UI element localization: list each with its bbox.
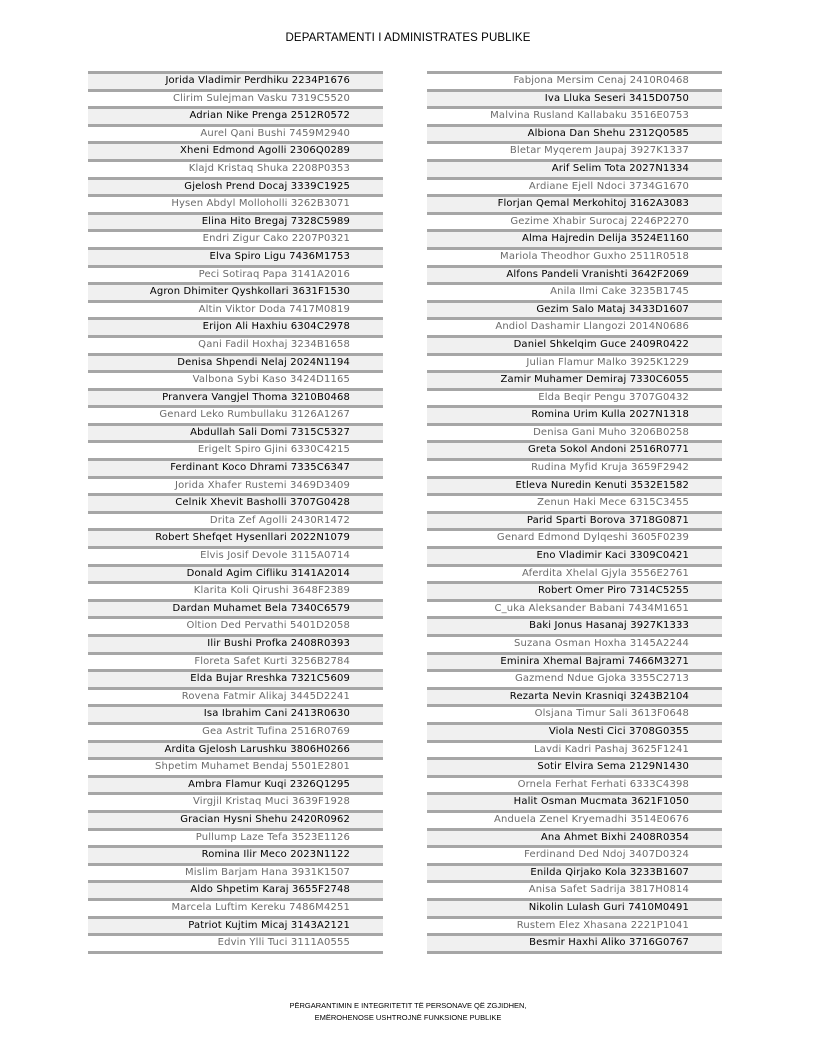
list-item: Isa Ibrahim Cani 2413R0630 [88, 704, 383, 722]
list-item: Ornela Ferhat Ferhati 6333C4398 [427, 775, 722, 793]
list-item: Anduela Zenel Kryemadhi 3514E0676 [427, 810, 722, 828]
list-item: Eno Vladimir Kaci 3309C0421 [427, 546, 722, 564]
list-item: Robert Shefqet Hysenllari 2022N1079 [88, 528, 383, 546]
list-item: Agron Dhimiter Qyshkollari 3631F1530 [88, 282, 383, 300]
list-item: Anila Ilmi Cake 3235B1745 [427, 282, 722, 300]
list-item: Ambra Flamur Kuqi 2326Q1295 [88, 775, 383, 793]
list-item: Zamir Muhamer Demiraj 7330C6055 [427, 370, 722, 388]
list-item: Xheni Edmond Agolli 2306Q0289 [88, 141, 383, 159]
list-item: Ardita Gjelosh Larushku 3806H0266 [88, 740, 383, 758]
list-item: Rovena Fatmir Alikaj 3445D2241 [88, 687, 383, 705]
list-item: Elda Beqir Pengu 3707G0432 [427, 388, 722, 406]
page-footer [0, 1000, 816, 1024]
list-item: Patriot Kujtim Micaj 3143A2121 [88, 916, 383, 934]
list-item: Iva Lluka Seseri 3415D0750 [427, 89, 722, 107]
list-item: Klajd Kristaq Shuka 2208P0353 [88, 159, 383, 177]
list-item: Edvin Ylli Tuci 3111A0555 [88, 933, 383, 951]
list-item: Julian Flamur Malko 3925K1229 [427, 353, 722, 371]
list-item: Gracian Hysni Shehu 2420R0962 [88, 810, 383, 828]
list-item: Greta Sokol Andoni 2516R0771 [427, 440, 722, 458]
list-item: Anisa Safet Sadrija 3817H0814 [427, 880, 722, 898]
left-name-list [88, 71, 383, 954]
list-item: Ardiane Ejell Ndoci 3734G1670 [427, 177, 722, 195]
list-item: Endri Zigur Cako 2207P0321 [88, 229, 383, 247]
list-item: Fabjona Mersim Cenaj 2410R0468 [427, 71, 722, 89]
list-item: Erigelt Spiro Gjini 6330C4215 [88, 440, 383, 458]
list-item: Olsjana Timur Sali 3613F0648 [427, 704, 722, 722]
list-item: Albiona Dan Shehu 2312Q0585 [427, 124, 722, 142]
list-item: Mariola Theodhor Guxho 2511R0518 [427, 247, 722, 265]
list-item: Robert Omer Piro 7314C5255 [427, 581, 722, 599]
list-item: Altin Viktor Doda 7417M0819 [88, 300, 383, 318]
list-item: Donald Agim Cifliku 3141A2014 [88, 564, 383, 582]
list-item: Marcela Luftim Kereku 7486M4251 [88, 898, 383, 916]
list-item: Abdullah Sali Domi 7315C5327 [88, 423, 383, 441]
page-title: DEPARTAMENTI I ADMINISTRATES PUBLIKE [285, 32, 531, 44]
list-item: Romina Urim Kulla 2027N1318 [427, 405, 722, 423]
list-item: Arif Selim Tota 2027N1334 [427, 159, 722, 177]
list-bottom-rule [88, 951, 383, 954]
list-item: Daniel Shkelqim Guce 2409R0422 [427, 335, 722, 353]
list-item: Elina Hito Bregaj 7328C5989 [88, 212, 383, 230]
list-item: Mislim Barjam Hana 3931K1507 [88, 863, 383, 881]
list-item: Pullump Laze Tefa 3523E1126 [88, 828, 383, 846]
list-item: Besmir Haxhi Aliko 3716G0767 [427, 933, 722, 951]
list-item: Ferdinand Ded Ndoj 3407D0324 [427, 845, 722, 863]
list-item: Malvina Rusland Kallabaku 3516E0753 [427, 106, 722, 124]
list-item: Gjelosh Prend Docaj 3339C1925 [88, 177, 383, 195]
list-item: Denisa Shpendi Nelaj 2024N1194 [88, 353, 383, 371]
list-item: Denisa Gani Muho 3206B0258 [427, 423, 722, 441]
list-item: Florjan Qemal Merkohitoj 3162A3083 [427, 194, 722, 212]
list-item: Erijon Ali Haxhiu 6304C2978 [88, 317, 383, 335]
list-item: Alfons Pandeli Vranishti 3642F2069 [427, 265, 722, 283]
list-bottom-rule [427, 951, 722, 954]
list-item: Shpetim Muhamet Bendaj 5501E2801 [88, 757, 383, 775]
list-item: Aldo Shpetim Karaj 3655F2748 [88, 880, 383, 898]
list-item: Enilda Qirjako Kola 3233B1607 [427, 863, 722, 881]
list-item: Gea Astrit Tufina 2516R0769 [88, 722, 383, 740]
list-item: Rezarta Nevin Krasniqi 3243B2104 [427, 687, 722, 705]
list-item: Lavdi Kadri Pashaj 3625F1241 [427, 740, 722, 758]
list-item: Hysen Abdyl Molloholli 3262B3071 [88, 194, 383, 212]
list-item: Sotir Elvira Sema 2129N1430 [427, 757, 722, 775]
list-item: Elva Spiro Ligu 7436M1753 [88, 247, 383, 265]
list-item: Etleva Nuredin Kenuti 3532E1582 [427, 476, 722, 494]
list-item: Valbona Sybi Kaso 3424D1165 [88, 370, 383, 388]
list-item: Ilir Bushi Profka 2408R0393 [88, 634, 383, 652]
list-item: Oltion Ded Pervathi 5401D2058 [88, 616, 383, 634]
footer-line-1: PËRGARANTIMIN E INTEGRITETIT TË PERSONAVE QË ZGJIDHEN, [289, 1001, 527, 1010]
list-item: Celnik Xhevit Basholli 3707G0428 [88, 493, 383, 511]
list-item: Aferdita Xhelal Gjyla 3556E2761 [427, 564, 722, 582]
list-item: Andiol Dashamir Llangozi 2014N0686 [427, 317, 722, 335]
list-item: Genard Edmond Dylqeshi 3605F0239 [427, 528, 722, 546]
list-item: Eminira Xhemal Bajrami 7466M3271 [427, 652, 722, 670]
list-item: Viola Nesti Cici 3708G0355 [427, 722, 722, 740]
list-item: Qani Fadil Hoxhaj 3234B1658 [88, 335, 383, 353]
right-name-list [427, 71, 722, 954]
list-item: Jorida Vladimir Perdhiku 2234P1676 [88, 71, 383, 89]
list-item: Baki Jonus Hasanaj 3927K1333 [427, 616, 722, 634]
list-item: Drita Zef Agolli 2430R1472 [88, 511, 383, 529]
list-item: Nikolin Lulash Guri 7410M0491 [427, 898, 722, 916]
list-item: C_uka Aleksander Babani 7434M1651 [427, 599, 722, 617]
list-item: Romina Ilir Meco 2023N1122 [88, 845, 383, 863]
list-item: Pranvera Vangjel Thoma 3210B0468 [88, 388, 383, 406]
list-item: Jorida Xhafer Rustemi 3469D3409 [88, 476, 383, 494]
list-item: Elda Bujar Rreshka 7321C5609 [88, 669, 383, 687]
list-item: Genard Leko Rumbullaku 3126A1267 [88, 405, 383, 423]
list-item: Gazmend Ndue Gjoka 3355C2713 [427, 669, 722, 687]
list-item: Gezime Xhabir Surocaj 2246P2270 [427, 212, 722, 230]
list-item: Adrian Nike Prenga 2512R0572 [88, 106, 383, 124]
list-item: Zenun Haki Mece 6315C3455 [427, 493, 722, 511]
list-item: Rudina Myfid Kruja 3659F2942 [427, 458, 722, 476]
list-item: Elvis Josif Devole 3115A0714 [88, 546, 383, 564]
list-item: Virgjil Kristaq Muci 3639F1928 [88, 792, 383, 810]
list-item: Alma Hajredin Delija 3524E1160 [427, 229, 722, 247]
list-item: Floreta Safet Kurti 3256B2784 [88, 652, 383, 670]
list-item: Clirim Sulejman Vasku 7319C5520 [88, 89, 383, 107]
list-item: Klarita Koli Qirushi 3648F2389 [88, 581, 383, 599]
list-item: Rustem Elez Xhasana 2221P1041 [427, 916, 722, 934]
footer-line-2: EMËROHENOSE USHTROJNË FUNKSIONE PUBLIKE [314, 1013, 502, 1022]
list-item: Bletar Myqerem Jaupaj 3927K1337 [427, 141, 722, 159]
list-item: Gezim Salo Mataj 3433D1607 [427, 300, 722, 318]
list-item: Suzana Osman Hoxha 3145A2244 [427, 634, 722, 652]
list-item: Aurel Qani Bushi 7459M2940 [88, 124, 383, 142]
list-item: Ana Ahmet Bixhi 2408R0354 [427, 828, 722, 846]
list-item: Dardan Muhamet Bela 7340C6579 [88, 599, 383, 617]
list-item: Ferdinant Koco Dhrami 7335C6347 [88, 458, 383, 476]
list-item: Halit Osman Mucmata 3621F1050 [427, 792, 722, 810]
list-item: Parid Sparti Borova 3718G0871 [427, 511, 722, 529]
list-item: Peci Sotiraq Papa 3141A2016 [88, 265, 383, 283]
